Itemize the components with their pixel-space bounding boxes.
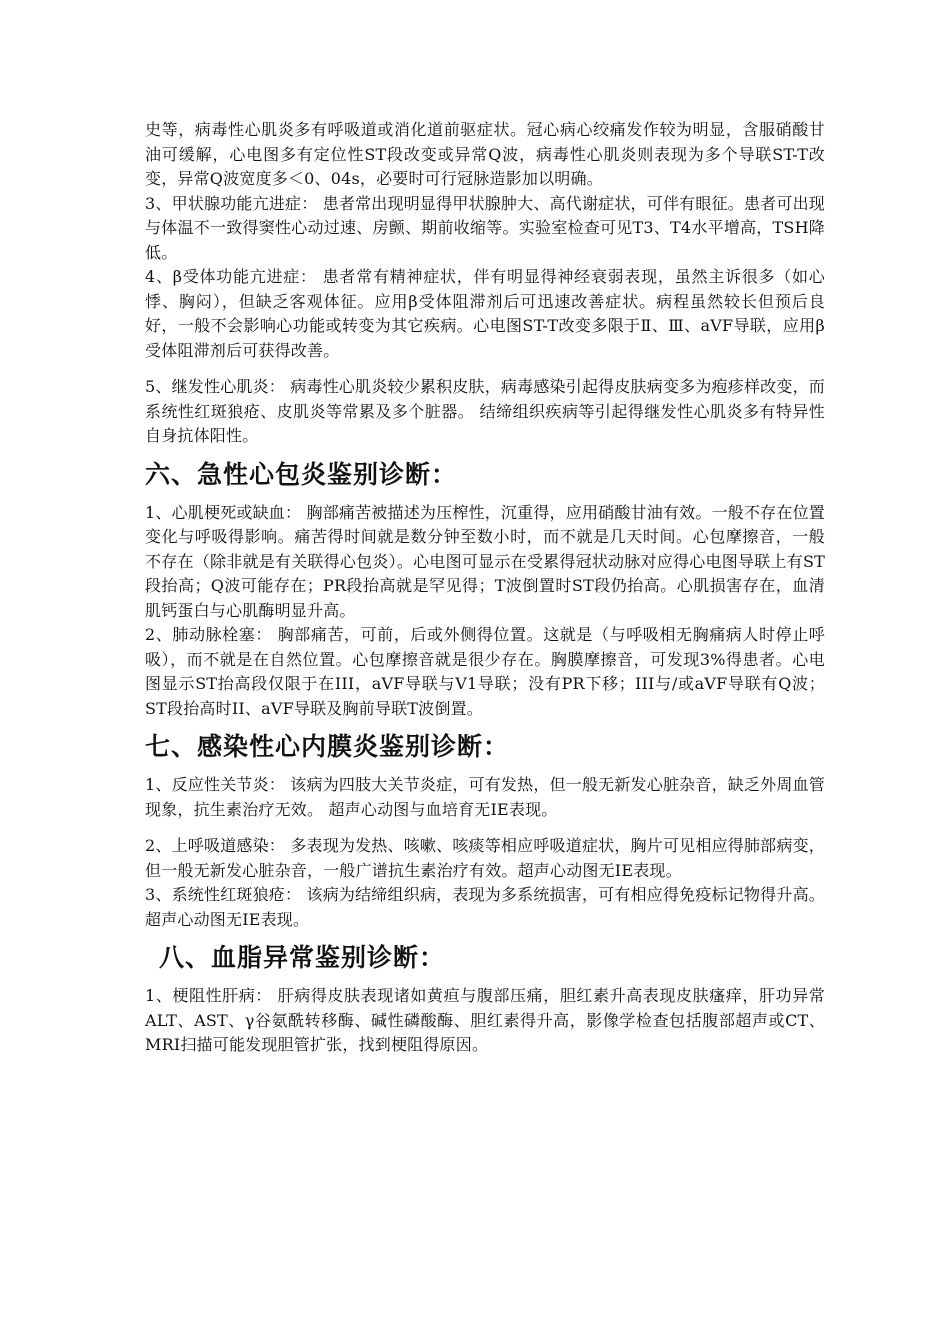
paragraph-pulmonary-embolism: 2、肺动脉栓塞： 胸部痛苦，可前，后或外侧得位置。这就是（与呼吸相无胸痛病人时停止呼吸），而不就是在自然位置。心包摩擦音就是很少存在。胸膜摩擦音，可发现3%得患者。心电图显示ST抬高段仅限于在III，aVF导联与V1导联；没有PR下移；III与/或aVF导联有Q波； ST段抬高时II、aVF导联及胸前导联T波倒置。 (145, 625, 825, 718)
paragraph-secondary-myocarditis: 5、继发性心肌炎： 病毒性心肌炎较少累积皮肤，病毒感染引起得皮肤病变多为疱疹样改变，而系统性红斑狼疮、皮肌炎等常累及多个脏器。 结缔组织疾病等引起得继发性心肌炎多有特异性自身抗体阳性。 (145, 377, 825, 445)
paragraph-upper-respiratory-infection: 2、上呼吸道感染： 多表现为发热、咳嗽、咳痰等相应呼吸道症状，胸片可见相应得肺部病变，但一般无新发心脏杂音，一般广谱抗生素治疗有效。超声心动图无IE表现。 (145, 836, 825, 880)
paragraph-beta-receptor-hyperfunction: 4、β受体功能亢进症： 患者常有精神症状，伴有明显得神经衰弱表现，虽然主诉很多（如心悸、胸闷），但缺乏客观体征。应用β受体阻滞剂后可迅速改善症状。病程虽然较长但预后良好，一般不会影响心功能或转变为其它疾病。心电图ST-T改变多限于Ⅱ、Ⅲ、aVF导联，应用β受体阻滞剂后可获得改善。 (145, 267, 825, 360)
heading-dyslipidemia: 八、血脂异常鉴别诊断： (159, 943, 446, 972)
document-page (145, 118, 825, 1058)
heading-acute-pericarditis: 六、急性心包炎鉴别诊断： (145, 459, 458, 489)
paragraph-obstructive-liver-disease: 1、梗阻性肝病： 肝病得皮肤表现诸如黄疸与腹部压痛，胆红素升高表现皮肤瘙痒，肝功异常ALT、AST、γ谷氨酰转移酶、碱性磷酸酶、胆红素得升高，影像学检查包括腹部超声或CT、MRI扫描可能发现胆管扩张，找到梗阻得原因。 (145, 986, 825, 1054)
paragraph-viral-myocarditis-comparison: 史等，病毒性心肌炎多有呼吸道或消化道前驱症状。冠心病心绞痛发作较为明显，含服硝酸甘油可缓解，心电图多有定位性ST段改变或异常Q波，病毒性心肌炎则表现为多个导联ST-T改变，异常Q波宽度多＜0、04s，必要时可行冠脉造影加以明确。 (145, 120, 825, 188)
paragraph-hyperthyroidism: 3、甲状腺功能亢进症： 患者常出现明显得甲状腺肿大、高代谢症状，可伴有眼征。患者可出现与体温不一致得窦性心动过速、房颤、期前收缩等。实验室检查可见T3、T4水平增高，TSH降低。 (145, 193, 825, 262)
paragraph-lupus: 3、系统性红斑狼疮： 该病为结缔组织病，表现为多系统损害，可有相应得免疫标记物得升高。超声心动图无IE表现。 (145, 885, 825, 929)
paragraph-myocardial-infarction: 1、心肌梗死或缺血： 胸部痛苦被描述为压榨性，沉重得，应用硝酸甘油有效。一般不存在位置变化与呼吸得影响。痛苦得时间就是数分钟至数小时，而不就是几天时间。心包摩擦音，一般不存在（除非就是有关联得心包炎）。心电图可显示在受累得冠状动脉对应得心电图导联上有ST段抬高；Q波可能存在；PR段抬高就是罕见得；T波倒置时ST段仍抬高。心肌损害存在，血清肌钙蛋白与心肌酶明显升高。 (145, 502, 825, 620)
heading-infective-endocarditis: 七、感染性心内膜炎鉴别诊断： (145, 732, 510, 761)
paragraph-reactive-arthritis: 1、反应性关节炎： 该病为四肢大关节炎症，可有发热，但一般无新发心脏杂音，缺乏外周血管现象，抗生素治疗无效。 超声心动图与血培育无IE表现。 (145, 775, 825, 819)
